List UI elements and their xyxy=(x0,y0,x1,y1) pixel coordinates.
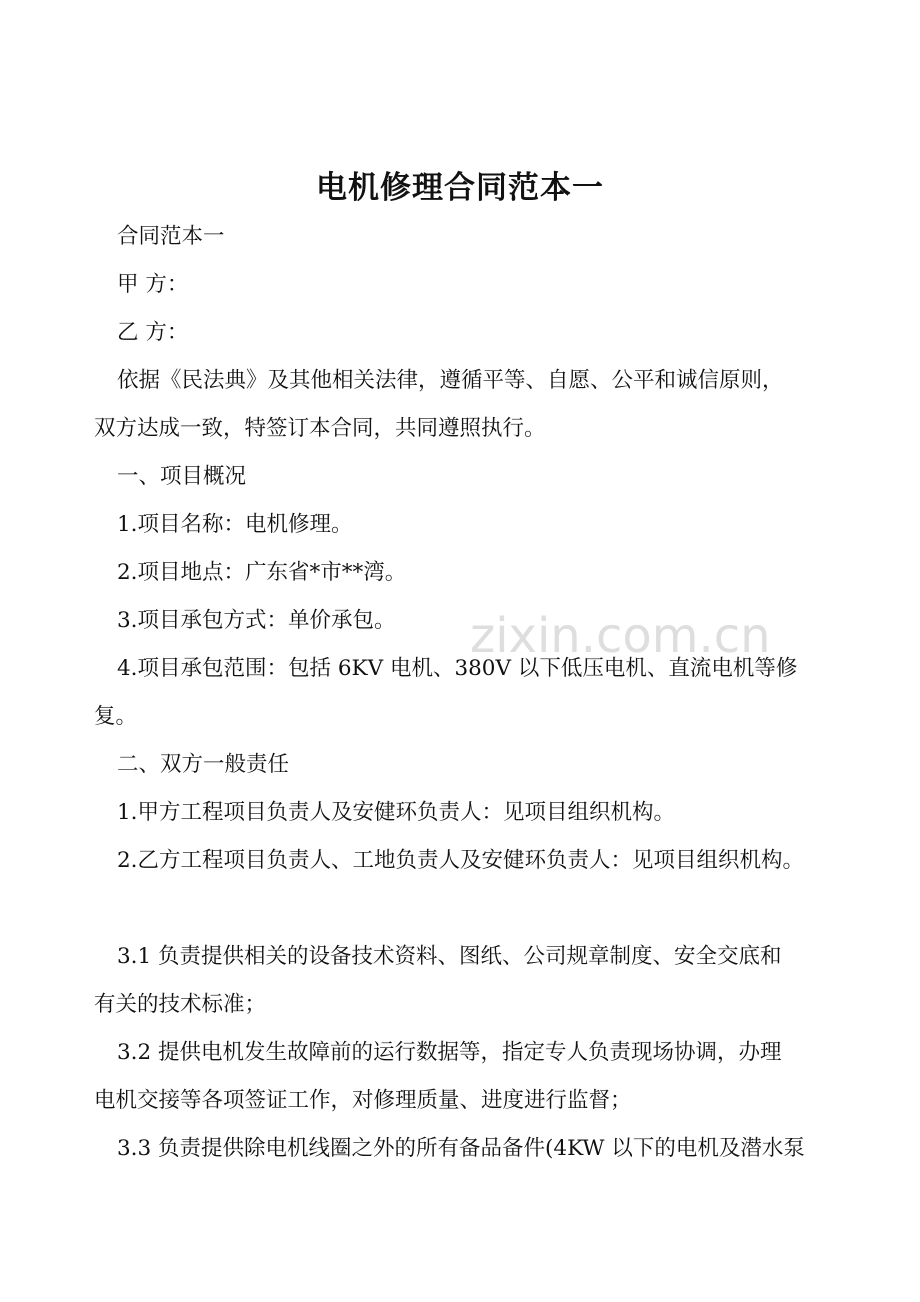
list-item: 2.项目地点：广东省*市**湾。 xyxy=(117,560,407,585)
list-item: 3.2 提供电机发生故障前的运行数据等，指定专人负责现场协调，办理 xyxy=(117,1040,782,1065)
watermark: zixin.com.cn xyxy=(470,608,771,664)
paragraph-preamble-line-2: 双方达成一致，特签订本合同，共同遵照执行。 xyxy=(94,416,546,441)
list-item: 3.1 负责提供相关的设备技术资料、图纸、公司规章制度、安全交底和 xyxy=(117,944,782,969)
paragraph-preamble-line-1: 依据《民法典》及其他相关法律，遵循平等、自愿、公平和诚信原则， xyxy=(117,368,784,393)
section-heading-2: 二、双方一般责任 xyxy=(117,752,290,777)
paragraph-subtitle: 合同范本一 xyxy=(117,224,225,249)
list-item-continuation: 电机交接等各项签证工作，对修理质量、进度进行监督； xyxy=(94,1088,632,1113)
list-item: 4.项目承包范围：包括 6KV 电机、380V 以下低压电机、直流电机等修 xyxy=(117,656,798,681)
document-title: 电机修理合同范本一 xyxy=(316,170,604,206)
list-item: 1.甲方工程项目负责人及安健环负责人：见项目组织机构。 xyxy=(117,800,676,825)
list-item-continuation: 复。 xyxy=(94,704,138,729)
list-item-continuation: 有关的技术标准； xyxy=(94,992,267,1017)
list-item: 2.乙方工程项目负责人、工地负责人及安健环负责人：见项目组织机构。 xyxy=(117,848,805,873)
list-item: 1.项目名称：电机修理。 xyxy=(117,512,353,537)
list-item: 3.3 负责提供除电机线圈之外的所有备品备件(4KW 以下的电机及潜水泵 xyxy=(117,1136,805,1161)
section-heading-1: 一、项目概况 xyxy=(117,464,247,489)
list-item: 3.项目承包方式：单价承包。 xyxy=(117,608,396,633)
paragraph-party-b: 乙 方： xyxy=(117,320,189,345)
paragraph-party-a: 甲 方： xyxy=(117,272,189,297)
